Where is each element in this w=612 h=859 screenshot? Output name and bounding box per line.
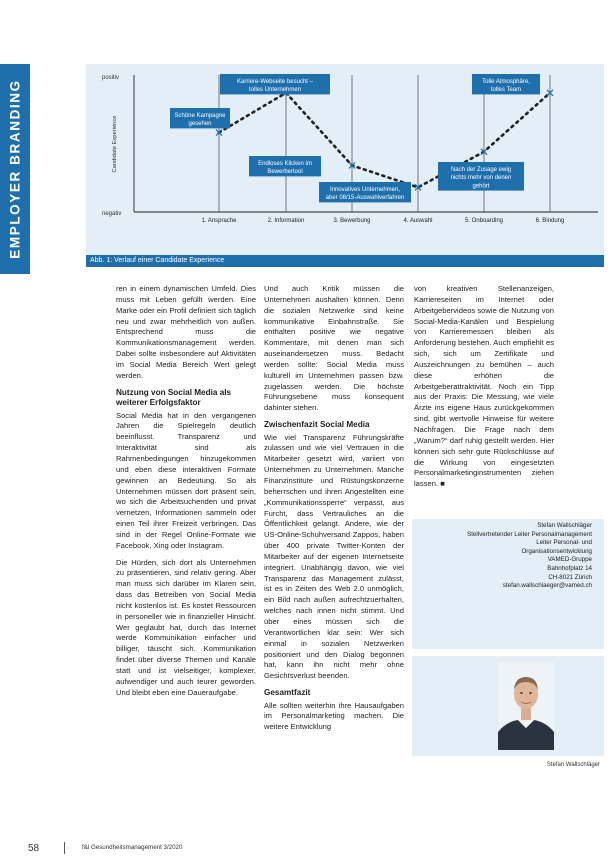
- annotation-text: gehört: [472, 183, 490, 190]
- paragraph: Alle sollten weiterhin ihre Hausaufgaben im Personalmarketing machen. Die weitere Entwicklung: [264, 700, 404, 732]
- figure-caption: Abb. 1: Verlauf einer Candidate Experience: [86, 255, 604, 267]
- portrait-icon: [498, 662, 554, 750]
- y-axis-title: Candidate Experience: [112, 115, 118, 173]
- author-line: CH-8021 Zürich: [548, 573, 592, 581]
- author-line: Leiter Personal- und: [536, 539, 592, 547]
- candidate-experience-chart: [86, 64, 604, 264]
- annotation-text: Bewerbertool: [267, 169, 303, 176]
- annotation-text: Schöne Kampagne: [174, 113, 226, 119]
- annotation-text: gesehen: [188, 121, 212, 128]
- paragraph: ren in einem dynamischen Umfeld. Dies muss mit Leben gefüllt werden. Eine Marke oder ein Profil definiert sich täglich neu und zwar mehrheitlich von außen. Entsprechend muss die Kommunikationsmanagement werden. Dabei sollte insbesondere auf Aktivitäten im Social Media Bereich Wert gelegt werden.: [116, 284, 256, 380]
- paragraph: Social Media hat in den vergangenen Jahren die Spielregeln deutlich beeinflusst. Transparenz und Interaktivität sind als Rahmenbedingungen hinzugekommen und eben diese interaktiven Formate gewinnen an Bedeutung. So als Unternehmen müssen dort präsent sein, wo sich die Arbeitsuchenden und privat vernetzen, Informationen sammeln oder einen Teil ihrer Freizeit verbringen. Das sind in der Regel Online-Formate wie Facebook, Xing oder Instagram.: [116, 410, 256, 550]
- magazine-name: f&l Gesundheitsmanagement 3/2020: [82, 844, 183, 851]
- stage-label: 2. Information: [267, 218, 305, 224]
- footer-divider: [64, 842, 65, 854]
- section-tab: [0, 64, 30, 274]
- subheading: Zwischenfazit Social Media: [264, 420, 370, 430]
- author-photo-panel: [412, 656, 604, 756]
- stage-label: 5. Onboarding: [464, 218, 504, 224]
- paragraph: Und auch Kritik müssen die Unternehmen aushalten können. Denn die sozialen Netzwerke sind keine kommunikative Einbahnstraße. Sie enthalten positive wie negative Kommentare, mit denen man sich auseinandersetzen muss. Bedacht werden sollte: Social Media muss kulturell im Unternehmen passen bzw. zugelassen werden. Die höchste Führungsebene muss konsequent dahinter stehen.: [264, 284, 404, 413]
- end-mark-icon: ■: [440, 479, 445, 489]
- stage-label: 3. Bewerbung: [333, 218, 371, 224]
- annotation-text: Endloses Klicken im: [258, 161, 312, 167]
- annotation-text: nichts mehr von denen: [450, 175, 512, 182]
- stage-label: 6. Bindung: [535, 218, 565, 224]
- column-1: [116, 284, 256, 705]
- figure-candidate-experience: [86, 64, 604, 264]
- stage-label: 1. Ansprache: [201, 218, 237, 224]
- annotation-text: Tolle Atmosphäre,: [482, 79, 530, 85]
- annotation-text: Nach der Zusage ewig: [450, 167, 512, 173]
- author-line: Stellvertretender Leiter Personalmanagement: [467, 530, 592, 538]
- section-tab-label: EMPLOYER BRANDING: [7, 79, 23, 259]
- annotation-text: tolles Unternehmen: [248, 87, 302, 94]
- paragraph-text: von kreativen Stellenanzeigen, Karriereseiten im Internet oder Arbeitgebervideos sowie die Nutzung von Social-Media-Kanälen und Bespielung von Karrieremessen bleiben als Anforderung bestehen. Auch empfiehlt es sich, sich um Zertifikate und Auszeichnungen zu bemühen – auch diese erhöhen die Arbeitgeberattraktivität. Noch ein Tipp aus der Praxis: Die Messung, wie viele Ärzte ins eigene Haus zurückgekommen sind, gibt wertvolle Hinweise für weitere Nachfragen. Die Frage nach dem „Warum?“ darf ruhig gestellt werden. Hier können sich sehr gute Rückschlüsse auf die Wirkung von eingesetzten Personalmarketinginstrumenten ziehen lassen.: [414, 284, 554, 489]
- photo-caption: Stefan Wallschläger: [546, 762, 600, 768]
- author-line: Organisationsentwicklung: [521, 547, 592, 555]
- annotation-text: aber 08/15-Auswahlverfahren: [325, 195, 405, 202]
- page-footer: [28, 843, 183, 854]
- author-photo: [498, 662, 554, 750]
- author-line: Bahnhofplatz 14: [547, 564, 592, 572]
- y-bottom-label: negativ: [102, 211, 122, 217]
- paragraph: Wie viel Transparenz Führungskräfte zulassen und wie viel Vertrauen in die Mitarbeiter gesetzt wird, variiert von Unternehmen zu Unternehmen. Manche Finanzinstitute und Rüstungskonzerne beherrschen und ihren Angestellten eine „Kommunikationssperre“ verpasst, aus Furcht, dass Vertrauliches an die Öffentlichkeit gelangt. Andere, wie der US-Online-Schuhversand Zappos, haben über 400 private Twitter-Konten der Mitarbeiter auf der eigenen Internetseite integriert. Unabhängig davon, wie viel Transparenz das Management zulässt, ist es in Zeiten des Web 2.0 unmöglich, ein Bild nach außen aufrechtzuerhalten, welches nach innen nicht stimmt. Und über eines müssen sich die Verantwortlichen klar sein: Wer sich einmal in sozialen Netzwerken positioniert und den Dialog begonnen hat, kann ihn nicht mehr ohne Gesichtsverlust beenden.: [264, 432, 404, 681]
- author-box: [412, 519, 604, 649]
- subheading: Nutzung von Social Media als weiterer Erfolgsfaktor: [116, 387, 232, 408]
- annotation-text: tolles Team: [490, 87, 522, 94]
- annotation-text: Karriere-Webseite besucht –: [237, 79, 313, 85]
- author-line: stefan.wallschlaeger@vamed.ch: [502, 582, 592, 590]
- y-top-label: positiv: [102, 75, 120, 81]
- subheading: Gesamtfazit: [264, 688, 311, 698]
- column-3: [414, 284, 554, 496]
- paragraph: [414, 284, 554, 490]
- author-contact: [467, 522, 592, 591]
- author-line: Stefan Wallschläger: [537, 522, 592, 529]
- paragraph: Die Hürden, sich dort als Unternehmen zu präsentieren, sind relativ gering. Aber man muss sich darüber im Klaren sein, dass das Betreiben von Social Media nicht kostenlos ist. Es kostet Ressourcen in personeller wie in finanzieller Hinsicht. Wer geglaubt hat, durch das Internet werde Kommunikation einfacher und billiger, täuscht sich. Kommunikation findet über diverse Themen und Kanäle statt und ist vielseitiger, komplexer, aufwendiger und auch teurer geworden. Und bleibt eben eine Daueraufgabe.: [116, 557, 256, 697]
- annotation-text: Innovatives Unternehmen,: [329, 187, 401, 193]
- author-line: VAMED-Gruppe: [547, 556, 592, 564]
- column-2: [264, 284, 404, 739]
- stage-label: 4. Auswahl: [403, 218, 433, 224]
- page-number: 58: [28, 843, 40, 854]
